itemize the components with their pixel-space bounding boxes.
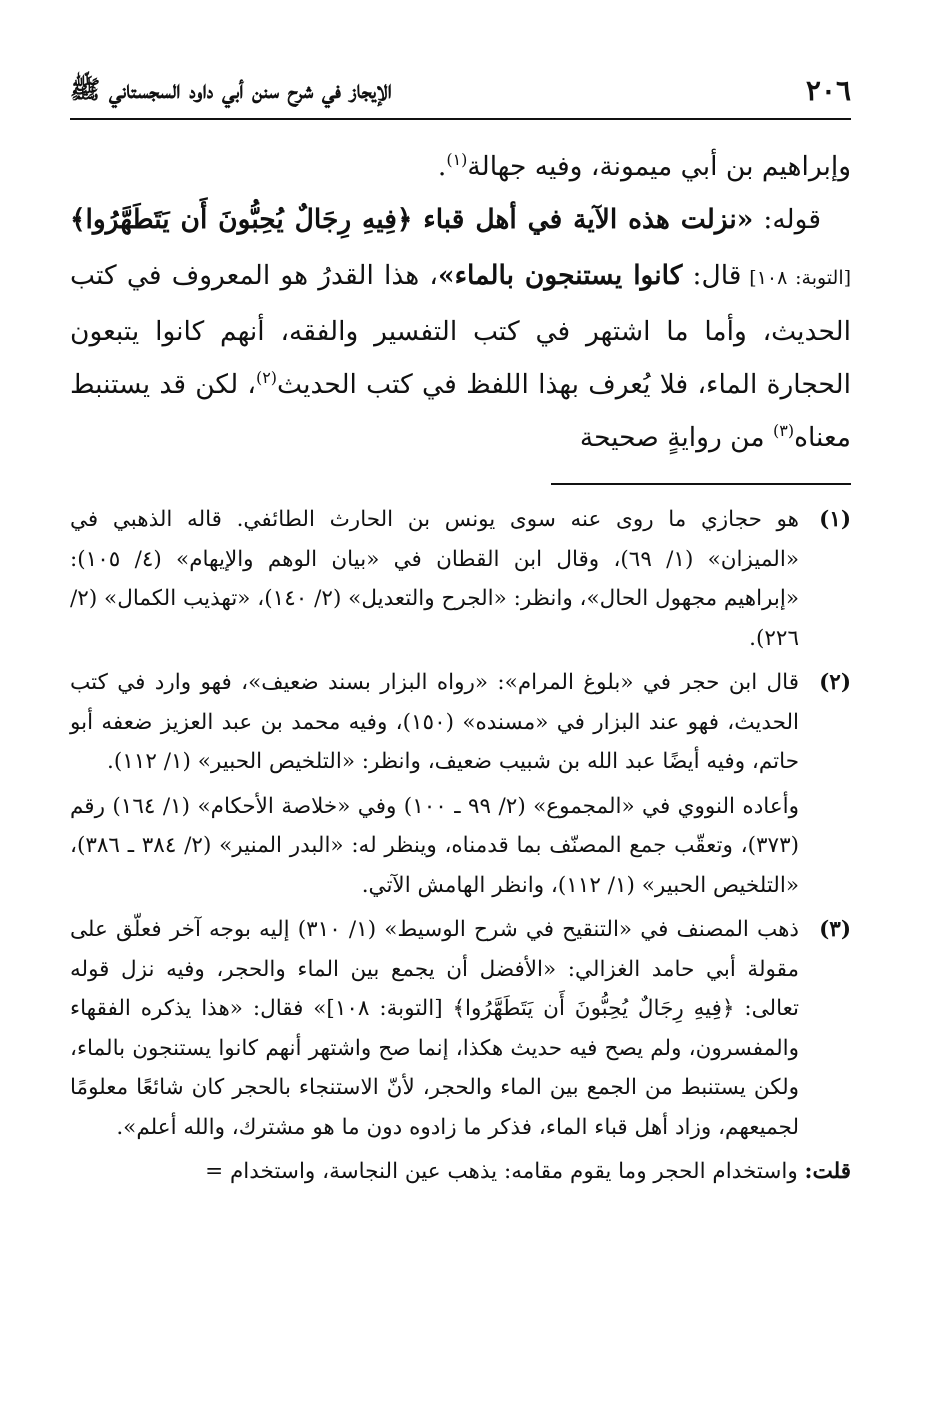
main-text-span: من روايةٍ صحيحة bbox=[579, 422, 773, 453]
main-text-span: قوله: bbox=[753, 204, 821, 235]
main-text-span: قال: bbox=[682, 260, 742, 291]
main-text-span: وإبراهيم بن أبي ميمونة، وفيه جهالة bbox=[467, 151, 851, 182]
footnote-3 bbox=[70, 910, 851, 1147]
main-paragraph-1 bbox=[70, 140, 851, 193]
footnote-ref-1: (١) bbox=[446, 150, 468, 170]
footnote-2-continuation: وأعاده النووي في «المجموع» (٢/ ٩٩ ـ ١٠٠) وفي «خلاصة الأحكام» (١/ ١٦٤) رقم (٣٧٣)، وتعقّب جمع المصنّف بما قدمناه، وينظر له: «البدر المنير» (٢/ ٣٨٤ ـ ٣٨٦)، «التلخيص الحبير» (١/ ١١٢)، وانظر الهامش الآتي. bbox=[70, 793, 800, 898]
closing-label: قلت: bbox=[804, 1159, 851, 1184]
footnote-number: (٢) bbox=[819, 670, 851, 695]
main-paragraph-2 bbox=[70, 193, 851, 464]
footnotes bbox=[70, 500, 851, 1192]
footnote-text: ذهب المصنف في «التنقيح في شرح الوسيط» (١/ ٣١٠) إليه بوجه آخر فعلّق على مقولة أبي حامد الغزالي: «الأفضل أن يجمع بين الماء والحجر، وفيه نزل قوله تعالى: ﴿فِيهِ رِجَالٌ يُحِبُّونَ أَن يَتَطَهَّرُوا﴾ [التوبة: ١٠٨]» فقال: «هذا يذكره الفقهاء والمفسرون، ولم يصح فيه حديث هكذا، إنما صح واشتهر أنهم كانوا يستنجون بالماء، ولكن يستنبط من الجمع بين الماء والحجر، لأنّ الاستنجاء بالحجر كان شائعًا معلومًا لجميعهم، وزاد أهل قباء الماء، فذكر ما زادوه دون ما هو مشترك، والله أعلم». bbox=[70, 917, 799, 1140]
page-number: ٢٠٦ bbox=[805, 74, 851, 107]
main-text-span: . bbox=[437, 151, 447, 182]
main-text-span: ، لكن قد يستنبط معناه bbox=[70, 369, 851, 453]
running-title: الإيجاز في شرح سنن أبي داود السجستاني ﷺ bbox=[70, 75, 392, 104]
footnote-2 bbox=[70, 663, 851, 782]
footnote-number: (٣) bbox=[819, 917, 851, 942]
footnote-text: قال ابن حجر في «بلوغ المرام»: «رواه البزار بسند ضعيف»، فهو وارد في كتب الحديث، فهو عند البزار في «مسنده» (١٥٠)، وفيه محمد بن عبد العزيز ضعفه أبو حاتم، وفيه أيضًا عبد الله بن شبيب ضعيف، وانظر: «التلخيص الحبير» (١/ ١١٢). bbox=[70, 670, 800, 774]
main-text-span: ، هذا القدرُ هو المعروف في كتب الحديث، وأما ما اشتهر في كتب التفسير والفقه، أنهم كانوا يتبعون الحجارة الماء، فلا يُعرف بهذا اللفظ في كتب الحديث bbox=[70, 260, 851, 400]
footnote-number: (١) bbox=[819, 507, 851, 532]
footnote-separator bbox=[551, 483, 851, 485]
hadith-quote: «نزلت هذه الآية في أهل قباء ﴿فِيهِ رِجَالٌ يُحِبُّونَ أَن يَتَطَهَّرُوا﴾ bbox=[70, 204, 754, 235]
header-rule bbox=[70, 118, 851, 120]
quran-reference: [التوبة: ١٠٨] bbox=[741, 267, 852, 289]
footnote-ref-3: (٣) bbox=[772, 421, 795, 441]
hadith-quote-end: كانوا يستنجون بالماء» bbox=[438, 260, 683, 291]
page-header bbox=[70, 66, 851, 114]
footnote-text: هو حجازي ما روى عنه سوى يونس بن الحارث الطائفي. قاله الذهبي في «الميزان» (١/ ٦٩)، وقال ابن القطان في «بيان الوهم والإيهام» (٤/ ١٠٥): «إبراهيم مجهول الحال»، وانظر: «الجرح والتعديل» (٢/ ١٤٠)، «تهذيب الكمال» (٢/ ٢٢٦). bbox=[70, 507, 800, 651]
footnote-1 bbox=[70, 500, 851, 658]
closing-note bbox=[70, 1152, 851, 1192]
closing-text: واستخدام الحجر وما يقوم مقامه: يذهب عين النجاسة، واستخدام = bbox=[205, 1159, 805, 1184]
main-text bbox=[70, 140, 851, 464]
footnote-ref-2: (٢) bbox=[255, 368, 278, 388]
